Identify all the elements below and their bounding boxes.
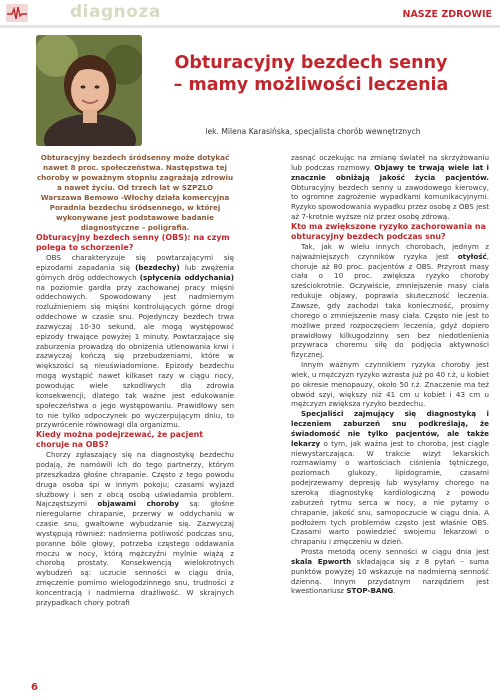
bold-run: Objawy te trwają wiele lat i znacznie obniżają jakość życia pacjentów. (291, 162, 490, 182)
title-line-2: – mamy możliwości leczenia (173, 75, 449, 95)
paragraph-continued (291, 153, 489, 222)
text-run: OBS charakteryzuje się powtarzającymi się epizodami zapadania się (36, 253, 234, 272)
text-run: . (393, 586, 396, 596)
header-rule (0, 25, 500, 28)
title-line-1: Obturacyjny bezdech senny (174, 53, 448, 73)
bold-run: STOP-BANG (346, 586, 394, 596)
right-column (291, 153, 489, 596)
bold-run: objawami choroby (97, 499, 180, 509)
heartbeat-icon (6, 4, 28, 22)
text-run: Chorzy zgłaszający się na diagnostykę bezdechu podają, że namówili ich do tego partnerzy, którym przeszkadza głośne chrapanie. Często z tego powodu druga osoba śpi w innym pokoju; czasami wyjazd służbowy i sen z obcą osobą uświadamia problem. Najczęstszymi (36, 450, 234, 509)
bold-run: (spłycenia oddychania) (139, 272, 235, 282)
text-run: , choruje aż 80 proc. pacjentów z OBS. Przyrost masy ciała o 10 proc. zwiększa ryzyko choroby sześciokrotnie. Oczywiście, zmniejszenie masy ciała redukuje objawy, poprawia skuteczność leczenia. Zawsze, gdy zachodzi taka konieczność, prosimy chorego o zmniejszenie masy ciała. Często nie jest to możliwe przed rozpoczęciem leczenia, gdyż dopiero prawidłowy kilkugodzinny sen bez niedotlenienia przywraca choremu siłę do podjęcia aktywności fizycznej. (291, 251, 489, 360)
portrait-image (36, 35, 142, 146)
author-photo (36, 35, 142, 146)
text-run: są: głośne nieregularne chrapanie, przerwy w oddychaniu w czasie snu, gwałtowne wybudzanie się. Zazwyczaj występują również: nadmierna potliwość podczas snu, poranne bóle głowy, potrzeba częstego oddawania moczu w nocy, którą mężczyźni mylnie wiążą z chorobą prostaty. Konsekwencją wielokrotnych wybudzeń są: uczucie senności w ciągu dnia, zmęczenie pomimo wielogodzinnego snu, trudności z koncentracją i nadmierna drażliwość. W skrajnych przypadkach chory potrafi (36, 499, 234, 607)
bold-run: (bezdechy) (135, 262, 180, 272)
text-run: Obturacyjny bezdech senny u zawodowego kierowcy, to ogromne zagrożenie wypadkami komunikacyjnymi. Ryzyko spowodowania wypadku przez osobę z OBS jest aż 7-krotnie wyższe niż przez osobę zdrową. (291, 182, 490, 222)
lead-paragraph: Obturacyjny bezdech śródsenny może dotykać nawet 8 proc. społeczeństwa. Następstwa tej choroby w poważnym stopniu zagrażają zdrowiu a nawet życiu. Od trzech lat w SZPZLO Warszawa Bemowo -Włochy działa komercyjna Poradnia bezdechu śródsennego, w której wykonywane jest podstawowe badanie diagnostyczne – poligrafia. (36, 153, 234, 232)
bold-run: Specjaliści zajmujący się diagnostyką i leczeniem zaburzeń snu podkreślają, że świadomość nie tylko pacjentów, ale także lekarzy (291, 409, 489, 448)
section-label: diagnoza (70, 2, 161, 22)
text-run: lub zwężenia górnych dróg oddechowych (36, 262, 234, 282)
text-run: na poziomie gardła przy zachowanej pracy mięśni oddechowych. Spowodowany jest nadmiernym rozluźnieniem się mięśni kontrolujących górne drogi oddechowe w czasie snu. Pojedynczy bezdech trwa zazwyczaj 10-30 sekund, ale mogą występować epizody trwające powyżej 1 minuty. Powtarzające się zaburzenia prowadzą do obniżenia utlenowania krwi i zazwyczaj kończą się przebudzeniami, które w większości są nieuświadomione. Epizody bezdechu mogą wystąpić nawet kilkaset razy w ciągu nocy, powodując wiele szkodliwych dla zdrowia konsekwencji, dlatego tak ważne jest edukowanie społeczeństwa o jego występowaniu. Prawidłowy sen to nie tylko odpoczynek po wyczerpującym dniu, to przywrócenie równowagi dla organizmu. (36, 282, 234, 430)
text-run: Prosta metodą oceny senności w ciągu dnia jest (301, 547, 489, 557)
paragraph-age: Innym ważnym czynnikiem ryzyka choroby jest wiek, u mężczyzn ryzyko wzrasta już po 40 r.ż, u kobiet po okresie menopauzy, około 50 r.ż. Znaczenie ma też obwód szyi, większy niż 41 cm u kobiet i 43 cm u mężczyzn zwiększa ryzyko bezdechu. (291, 360, 489, 409)
text-run: składająca się z 8 pytań – suma punktów powyżej 10 wskazuje na nadmierną senność dzienną. Innym przydatnym narzędziem jest kwestionariusz (291, 556, 489, 596)
subheading-obs: Obturacyjny bezdech senny (OBS): na czym polega to schorzenie? (36, 233, 230, 252)
author-byline: lek. Milena Karasińska, specjalista chorób wewnętrznych (205, 127, 421, 136)
paragraph-epworth (291, 547, 489, 596)
left-column (36, 153, 234, 608)
text-run: o tym, jak ważna jest to choroba, jest ciągle niewystarczająca. W trakcie wizyt lekarskich rozmawiamy o wartościach ciśnienia tętniczego, poziomach glukozy, lipidogramie, czasami podejrzewamy depresję lub wysyłamy chorego na szeroką diagnostykę kardiologiczną z powodu zaburzeń rytmu serca w nocy, a nie pytamy o chrapanie, jakość snu, samopoczucie w ciągu dnia. A podłożem tych problemów często jest właśnie OBS. Czasami warto powiedzieć swojemu lekarzowi o chrapaniu i zmęczeniu w dzień. (291, 438, 489, 547)
paragraph-symptoms (36, 450, 234, 608)
article-title (152, 52, 470, 96)
magazine-brand: NASZE ZDROWIE (402, 9, 492, 20)
bold-run: otyłość (457, 251, 487, 261)
bold-run: skala Epworth (291, 556, 352, 566)
paragraph-obs (36, 253, 234, 430)
text-run: Tak, jak w wielu innych chorobach, jednym z najważniejszych czynników ryzyka jest (291, 241, 489, 261)
subheading-symptoms: Kiedy można podejrzewać, że pacjent choruje na OBS? (36, 430, 204, 450)
header (0, 0, 500, 26)
paragraph-specialists (291, 409, 489, 547)
page-number: 6 (31, 682, 38, 693)
text-run: zasnąć oczekując na zmianę świateł na skrzyżowaniu lub podczas rozmowy. (291, 153, 489, 172)
paragraph-obesity (291, 242, 489, 360)
subheading-risk: Kto ma zwiększone ryzyko zachorowania na obturacyjny bezdech podczas snu? (291, 221, 486, 241)
